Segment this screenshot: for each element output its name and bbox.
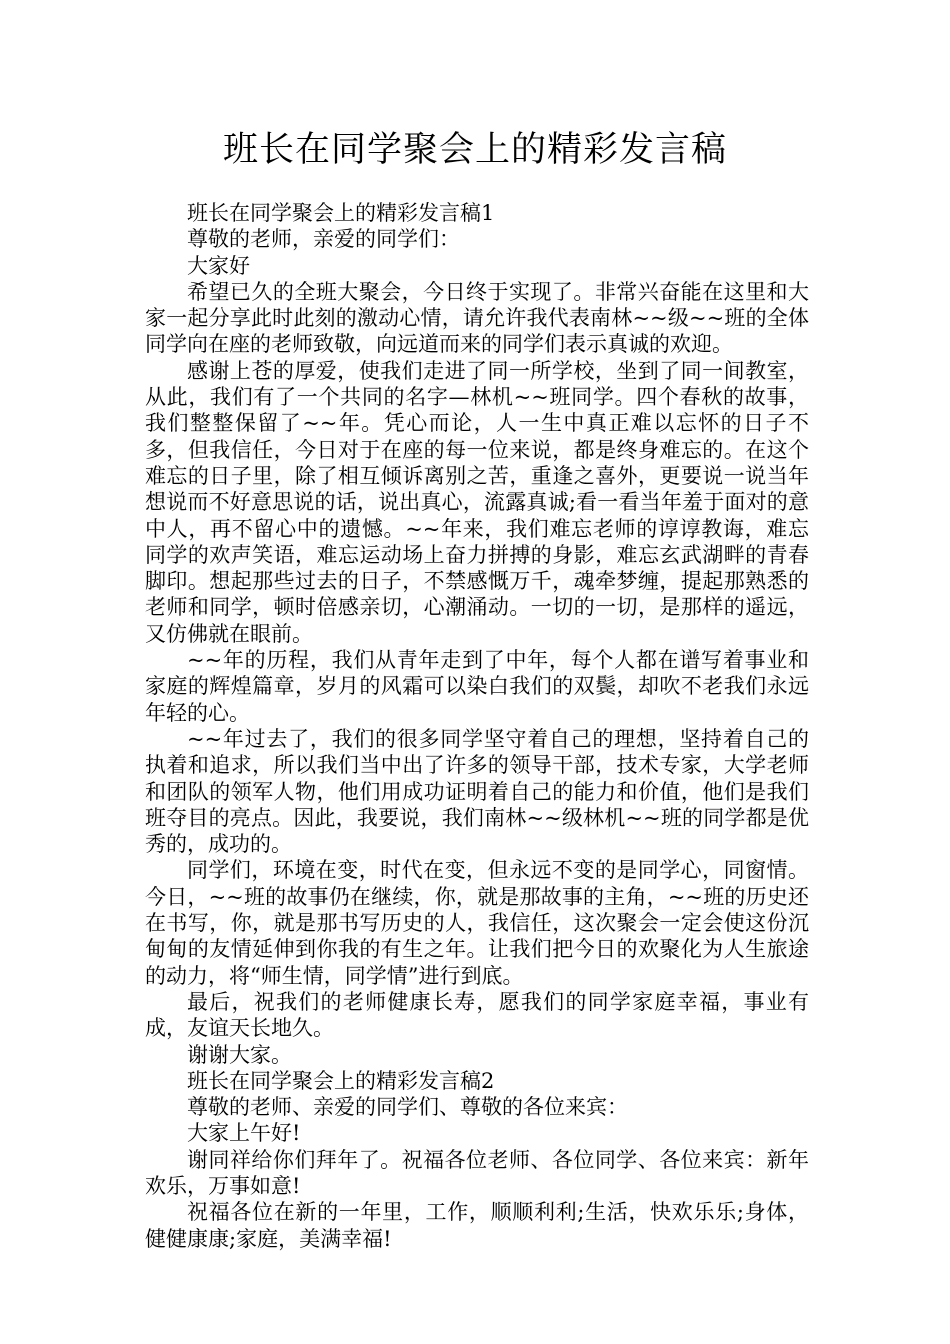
paragraph: 谢同祥给你们拜年了。祝福各位老师、各位同学、各位来宾：新年欢乐，万事如意! <box>145 1147 809 1198</box>
paragraph: 感谢上苍的厚爱，使我们走进了同一所学校，坐到了同一间教室，从此，我们有了一个共同的名字—林机~~班同学。四个春秋的故事，我们整整保留了~~年。凭心而论，人一生中真正难以忘怀的日子不多，但我信任，今日对于在座的每一位来说，都是终身难忘的。在这个难忘的日子里，除了相互倾诉离别之苦，重逢之喜外，更要说一说当年想说而不好意思说的话，说出真心，流露真诚;看一看当年羞于面对的意中人，再不留心中的遗憾。~~年来，我们难忘老师的谆谆教诲，难忘同学的欢声笑语，难忘运动场上奋力拼搏的身影，难忘玄武湖畔的青春脚印。想起那些过去的日子，不禁感慨万千，魂牵梦缠，提起那熟悉的老师和同学，顿时倍感亲切，心潮涌动。一切的一切，是那样的遥远，又仿佛就在眼前。 <box>145 358 809 646</box>
greeting: 大家好 <box>187 253 250 278</box>
section-heading-2: 班长在同学聚会上的精彩发言稿2 <box>187 1068 495 1093</box>
paragraph: ~~年过去了，我们的很多同学坚守着自己的理想，坚持着自己的执着和追求，所以我们当中出了许多的领导干部，技术专家，大学老师和团队的领军人物，他们用成功证明着自己的能力和价值，他们是我们班夺目的亮点。因此，我要说，我们南林~~级林机~~班的同学都是优秀的，成功的。 <box>145 726 809 857</box>
closing-thanks: 谢谢大家。 <box>187 1042 292 1067</box>
salutation: 尊敬的老师，亲爱的同学们： <box>187 227 460 252</box>
section-heading-1: 班长在同学聚会上的精彩发言稿1 <box>187 201 495 225</box>
paragraph: 同学们，环境在变，时代在变，但永远不变的是同学心，同窗情。今日，~~班的故事仍在继续，你，就是那故事的主角，~~班的历史还在书写，你，就是那书写历史的人，我信任，这次聚会一定会使这份沉甸甸的友情延伸到你我的有生之年。让我们把今日的欢聚化为人生旅途的动力，将“师生情，同学情”进行到底。 <box>145 858 809 988</box>
salutation: 尊敬的老师、亲爱的同学们、尊敬的各位来宾： <box>187 1095 628 1120</box>
paragraph: 祝福各位在新的一年里，工作，顺顺利利;生活，快欢乐乐;身体，健健康康;家庭，美满幸福! <box>145 1200 809 1251</box>
greeting: 大家上午好! <box>187 1121 301 1146</box>
paragraph: ~~年的历程，我们从青年走到了中年，每个人都在谱写着事业和家庭的辉煌篇章，岁月的风霜可以染白我们的双鬓，却吹不老我们永远年轻的心。 <box>145 648 809 725</box>
document-title: 班长在同学聚会上的精彩发言稿 <box>222 130 727 170</box>
paragraph: 最后，祝我们的老师健康长寿，愿我们的同学家庭幸福，事业有成，友谊天长地久。 <box>145 989 809 1041</box>
paragraph: 希望已久的全班大聚会，今日终于实现了。非常兴奋能在这里和大家一起分享此时此刻的激动心情，请允许我代表南林~~级~~班的全体同学向在座的老师致敬，向远道而来的同学们表示真诚的欢迎。 <box>145 279 809 357</box>
document-body <box>145 200 809 1252</box>
